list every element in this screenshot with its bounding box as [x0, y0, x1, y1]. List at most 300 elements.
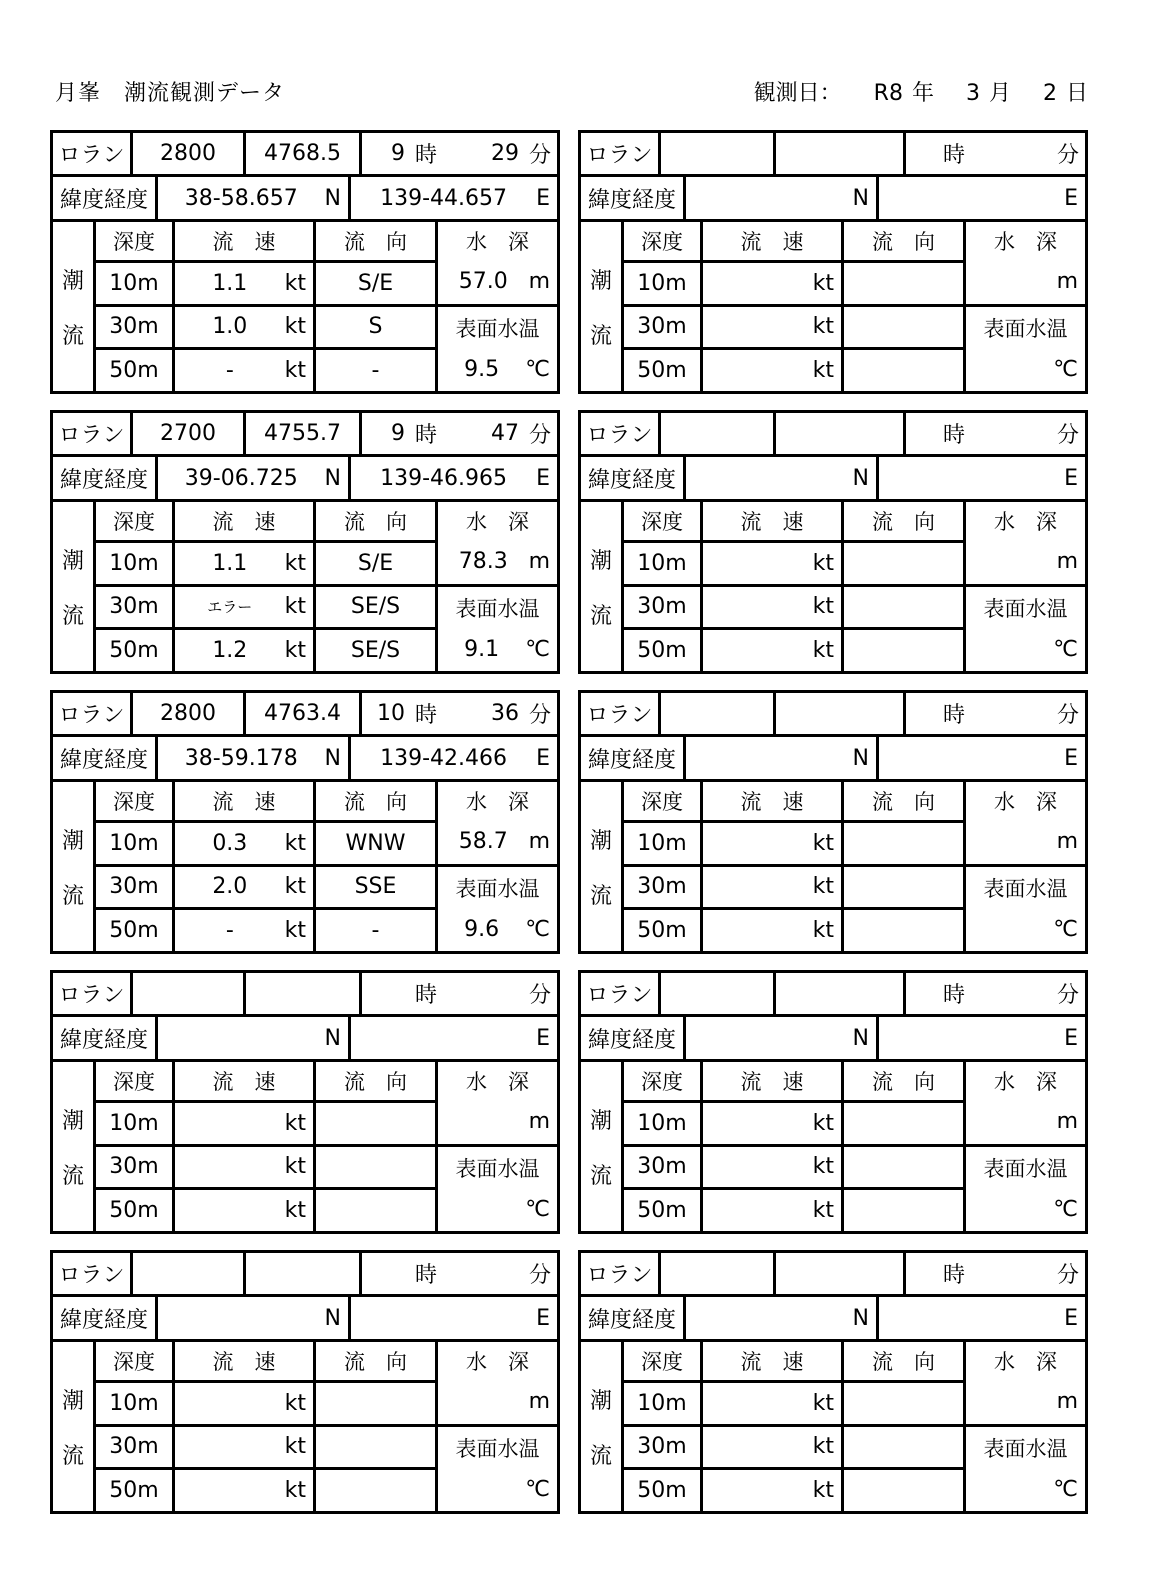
loran-value-1	[661, 693, 773, 734]
direction-value-10m	[844, 263, 963, 304]
longitude-cell	[351, 177, 557, 219]
latlon-label: 緯度経度	[581, 1297, 683, 1339]
water-depth-value-row	[438, 260, 557, 304]
tide-current-label	[581, 1062, 621, 1231]
east-label: E	[1064, 745, 1078, 771]
hour-unit-label: 時	[942, 143, 965, 168]
hour-unit-label: 時	[942, 1263, 965, 1288]
hour-unit-label: 時	[942, 983, 965, 1008]
direction-value-50m	[844, 1190, 963, 1231]
depth-label-50m: 50m	[96, 630, 172, 671]
loran-label: ロラン	[581, 133, 658, 174]
latitude-value: 38-58.657	[184, 185, 298, 211]
tide-char-2: 流	[61, 323, 84, 349]
minute-unit-label: 分	[1056, 983, 1079, 1008]
hour-unit-label: 時	[942, 423, 965, 448]
water-depth-cell	[966, 502, 1085, 584]
loran-value-1: 2800	[133, 133, 243, 174]
depth-label-50m: 50m	[624, 910, 700, 951]
speed-cell-30m	[175, 307, 313, 348]
date-month-value: 3	[965, 81, 980, 106]
latlon-label: 緯度経度	[53, 737, 155, 779]
knots-unit-label: kt	[812, 830, 834, 856]
water-depth-value-row	[438, 1100, 557, 1144]
tide-current-label	[581, 502, 621, 671]
tide-char-1: 潮	[61, 828, 84, 854]
water-depth-header: 水 深	[994, 1350, 1057, 1374]
latitude-cell	[158, 737, 348, 779]
speed-value: エラー	[207, 598, 253, 617]
tide-current-label	[581, 222, 621, 391]
knots-unit-label: kt	[284, 1154, 306, 1180]
depth-label-50m: 50m	[96, 910, 172, 951]
north-label: N	[324, 465, 341, 491]
depth-header: 深度	[624, 222, 700, 260]
direction-header: 流 向	[844, 782, 963, 820]
surface-temp-value-row	[966, 1189, 1085, 1231]
meter-unit-label: m	[1056, 1389, 1078, 1415]
tide-char-2: 流	[61, 883, 84, 909]
direction-header: 流 向	[844, 222, 963, 260]
station-table	[578, 410, 1088, 674]
latlon-label: 緯度経度	[53, 1017, 155, 1059]
loran-value-2	[776, 413, 903, 454]
latlon-label: 緯度経度	[53, 457, 155, 499]
surface-temp-cell	[438, 1147, 557, 1231]
direction-value-10m: S/E	[316, 263, 435, 304]
depth-header: 深度	[96, 502, 172, 540]
depth-header: 深度	[624, 502, 700, 540]
tide-current-grid	[581, 1062, 1085, 1231]
time-cell	[906, 1253, 1085, 1294]
speed-cell-50m	[175, 630, 313, 671]
surface-temp-label: 表面水温	[455, 1436, 540, 1461]
surface-temp-value-row	[966, 909, 1085, 951]
depth-label-10m: 10m	[624, 1383, 700, 1424]
latlon-label: 緯度経度	[53, 177, 155, 219]
speed-value: 1.1	[212, 550, 248, 576]
latlon-row	[581, 1297, 1085, 1339]
station-table	[578, 130, 1088, 394]
minute-unit-label: 分	[1056, 703, 1079, 728]
longitude-cell	[351, 457, 557, 499]
speed-cell-30m	[175, 1147, 313, 1188]
speed-cell-10m	[175, 823, 313, 864]
knots-unit-label: kt	[284, 1434, 306, 1460]
hour-unit-label: 時	[414, 1263, 437, 1288]
date-month-suffix: 月	[988, 81, 1011, 106]
depth-header: 深度	[96, 1062, 172, 1100]
knots-unit-label: kt	[812, 1478, 834, 1504]
latlon-label: 緯度経度	[581, 737, 683, 779]
direction-value-50m	[844, 350, 963, 391]
direction-value-50m	[844, 910, 963, 951]
knots-unit-label: kt	[812, 270, 834, 296]
depth-header: 深度	[624, 1342, 700, 1380]
direction-value-10m: S/E	[316, 543, 435, 584]
direction-value-50m: -	[316, 350, 435, 391]
surface-temp-value-row	[966, 1469, 1085, 1511]
longitude-cell	[879, 457, 1085, 499]
minute-unit-label: 分	[1056, 423, 1079, 448]
surface-temp-value-row	[438, 629, 557, 671]
loran-label: ロラン	[581, 973, 658, 1014]
knots-unit-label: kt	[284, 314, 306, 340]
water-depth-header: 水 深	[994, 510, 1057, 534]
depth-header: 深度	[96, 1342, 172, 1380]
surface-temp-label: 表面水温	[455, 596, 540, 621]
longitude-cell	[351, 737, 557, 779]
speed-cell-50m	[175, 1470, 313, 1511]
loran-value-1	[133, 1253, 243, 1294]
surface-temp-label: 表面水温	[983, 316, 1068, 341]
tide-current-label	[53, 1062, 93, 1231]
minute-unit-label: 分	[528, 1263, 551, 1288]
speed-header: 流 速	[175, 502, 313, 540]
water-depth-cell	[438, 222, 557, 304]
speed-header: 流 速	[175, 1342, 313, 1380]
surface-temp-value-row	[966, 349, 1085, 391]
knots-unit-label: kt	[284, 918, 306, 944]
loran-value-1	[661, 973, 773, 1014]
knots-unit-label: kt	[812, 594, 834, 620]
loran-value-1: 2800	[133, 693, 243, 734]
latlon-row	[581, 1017, 1085, 1059]
time-cell	[906, 133, 1085, 174]
longitude-cell	[879, 177, 1085, 219]
longitude-value: 139-42.466	[380, 745, 507, 771]
water-depth-cell	[966, 222, 1085, 304]
water-depth-value-row	[438, 1380, 557, 1424]
east-label: E	[536, 1305, 550, 1331]
celsius-unit-label: ℃	[1053, 1477, 1078, 1503]
depth-label-50m: 50m	[624, 630, 700, 671]
tide-current-label	[581, 1342, 621, 1511]
direction-value-50m: -	[316, 910, 435, 951]
latlon-row	[53, 177, 557, 219]
depth-label-10m: 10m	[624, 543, 700, 584]
north-label: N	[324, 745, 341, 771]
direction-value-10m	[316, 1383, 435, 1424]
minute-unit-label: 分	[528, 983, 551, 1008]
water-depth-header: 水 深	[994, 1070, 1057, 1094]
latitude-value: 39-06.725	[184, 465, 298, 491]
loran-label: ロラン	[53, 133, 130, 174]
water-depth-header: 水 深	[994, 790, 1057, 814]
hour-unit-label: 時	[414, 423, 437, 448]
water-depth-header: 水 深	[466, 790, 529, 814]
latlon-label: 緯度経度	[581, 177, 683, 219]
minute-value: 36	[490, 701, 519, 726]
loran-label: ロラン	[53, 693, 130, 734]
speed-value: -	[225, 358, 234, 384]
meter-unit-label: m	[528, 549, 550, 575]
east-label: E	[1064, 1025, 1078, 1051]
surface-temp-value-row	[438, 349, 557, 391]
surface-temp-value: 9.5	[464, 357, 500, 383]
speed-header: 流 速	[703, 1342, 841, 1380]
direction-value-30m	[316, 1147, 435, 1188]
celsius-unit-label: ℃	[1053, 1197, 1078, 1223]
north-label: N	[852, 465, 869, 491]
speed-header: 流 速	[175, 222, 313, 260]
surface-temp-label: 表面水温	[455, 316, 540, 341]
direction-value-10m	[844, 1103, 963, 1144]
minute-value: 29	[490, 141, 519, 166]
tide-current-label	[53, 782, 93, 951]
water-depth-header: 水 深	[466, 230, 529, 254]
east-label: E	[536, 1025, 550, 1051]
loran-label: ロラン	[581, 693, 658, 734]
speed-cell-30m	[703, 1427, 841, 1468]
latitude-cell	[686, 457, 876, 499]
speed-value: 1.2	[212, 638, 248, 664]
depth-label-10m: 10m	[96, 1383, 172, 1424]
speed-cell-10m	[175, 1383, 313, 1424]
water-depth-header: 水 深	[994, 230, 1057, 254]
latlon-label: 緯度経度	[581, 1017, 683, 1059]
meter-unit-label: m	[1056, 1109, 1078, 1135]
longitude-value: 139-46.965	[380, 465, 507, 491]
speed-cell-10m	[175, 543, 313, 584]
latitude-cell	[686, 177, 876, 219]
direction-value-30m	[844, 1427, 963, 1468]
speed-cell-50m	[175, 350, 313, 391]
knots-unit-label: kt	[284, 270, 306, 296]
surface-temp-label: 表面水温	[983, 1436, 1068, 1461]
depth-label-10m: 10m	[96, 823, 172, 864]
loran-value-1	[133, 973, 243, 1014]
surface-temp-label: 表面水温	[455, 1156, 540, 1181]
loran-value-2	[776, 1253, 903, 1294]
minute-unit-label: 分	[1056, 1263, 1079, 1288]
tide-current-label	[581, 782, 621, 951]
north-label: N	[324, 1305, 341, 1331]
knots-unit-label: kt	[812, 1110, 834, 1136]
speed-cell-10m	[703, 263, 841, 304]
loran-value-2	[776, 133, 903, 174]
speed-header: 流 速	[703, 222, 841, 260]
loran-value-1: 2700	[133, 413, 243, 454]
longitude-cell	[351, 1017, 557, 1059]
knots-unit-label: kt	[284, 1198, 306, 1224]
water-depth-value: 78.3	[458, 549, 508, 575]
latitude-value: 38-59.178	[184, 745, 298, 771]
surface-temp-label: 表面水温	[983, 876, 1068, 901]
celsius-unit-label: ℃	[525, 637, 550, 663]
tide-char-1: 潮	[589, 548, 612, 574]
north-label: N	[852, 745, 869, 771]
water-depth-value: 57.0	[458, 269, 508, 295]
tide-char-2: 流	[589, 323, 612, 349]
tide-current-grid	[53, 782, 557, 951]
tide-current-grid	[53, 1342, 557, 1511]
latitude-cell	[158, 1297, 348, 1339]
tide-char-1: 潮	[589, 1388, 612, 1414]
speed-value: -	[225, 918, 234, 944]
time-cell	[362, 1253, 557, 1294]
time-cell	[362, 973, 557, 1014]
tide-current-grid	[581, 782, 1085, 951]
depth-label-30m: 30m	[96, 587, 172, 628]
latlon-label: 緯度経度	[53, 1297, 155, 1339]
loran-row	[53, 413, 557, 454]
knots-unit-label: kt	[812, 1154, 834, 1180]
speed-cell-10m	[703, 543, 841, 584]
latlon-row	[53, 1017, 557, 1059]
hour-value: 10	[376, 701, 405, 726]
latlon-label: 緯度経度	[581, 457, 683, 499]
speed-value: 1.0	[212, 314, 248, 340]
latlon-row	[581, 177, 1085, 219]
loran-row	[581, 133, 1085, 174]
speed-cell-10m	[175, 1103, 313, 1144]
depth-label-30m: 30m	[624, 867, 700, 908]
water-depth-value-row	[438, 540, 557, 584]
direction-value-30m: SSE	[316, 867, 435, 908]
date-year-value: R8	[873, 81, 903, 106]
minute-unit-label: 分	[528, 703, 551, 728]
direction-value-50m	[844, 1470, 963, 1511]
depth-label-50m: 50m	[96, 1190, 172, 1231]
tide-char-1: 潮	[61, 1388, 84, 1414]
surface-temp-cell	[438, 1427, 557, 1511]
knots-unit-label: kt	[284, 1390, 306, 1416]
direction-value-30m	[316, 1427, 435, 1468]
celsius-unit-label: ℃	[525, 917, 550, 943]
speed-cell-30m	[175, 587, 313, 628]
knots-unit-label: kt	[812, 1434, 834, 1460]
loran-label: ロラン	[53, 973, 130, 1014]
loran-value-1	[661, 413, 773, 454]
minute-unit-label: 分	[1056, 143, 1079, 168]
surface-temp-cell	[966, 1147, 1085, 1231]
depth-label-30m: 30m	[624, 307, 700, 348]
loran-row	[53, 133, 557, 174]
east-label: E	[536, 465, 550, 491]
knots-unit-label: kt	[812, 314, 834, 340]
knots-unit-label: kt	[812, 358, 834, 384]
north-label: N	[324, 185, 341, 211]
direction-header: 流 向	[316, 502, 435, 540]
loran-value-2: 4768.5	[246, 133, 359, 174]
celsius-unit-label: ℃	[1053, 917, 1078, 943]
direction-header: 流 向	[316, 1062, 435, 1100]
hour-unit-label: 時	[414, 703, 437, 728]
speed-cell-30m	[703, 1147, 841, 1188]
meter-unit-label: m	[528, 1389, 550, 1415]
celsius-unit-label: ℃	[1053, 637, 1078, 663]
loran-label: ロラン	[581, 1253, 658, 1294]
direction-header: 流 向	[844, 502, 963, 540]
knots-unit-label: kt	[812, 550, 834, 576]
observation-date	[754, 76, 1088, 107]
tide-char-1: 潮	[61, 548, 84, 574]
depth-header: 深度	[624, 1062, 700, 1100]
water-depth-value-row	[438, 820, 557, 864]
tide-char-1: 潮	[589, 1108, 612, 1134]
latlon-row	[53, 737, 557, 779]
speed-cell-30m	[703, 867, 841, 908]
station-table	[50, 690, 560, 954]
celsius-unit-label: ℃	[525, 1197, 550, 1223]
tide-char-1: 潮	[61, 1108, 84, 1134]
north-label: N	[324, 1025, 341, 1051]
time-cell	[362, 133, 557, 174]
station-table	[50, 970, 560, 1234]
surface-temp-value-row	[438, 1469, 557, 1511]
knots-unit-label: kt	[284, 638, 306, 664]
loran-row	[581, 973, 1085, 1014]
water-depth-cell	[966, 1342, 1085, 1424]
minute-value: 47	[490, 421, 519, 446]
knots-unit-label: kt	[812, 874, 834, 900]
direction-header: 流 向	[316, 782, 435, 820]
loran-value-1	[661, 1253, 773, 1294]
speed-value: 0.3	[212, 830, 248, 856]
surface-temp-label: 表面水温	[983, 596, 1068, 621]
east-label: E	[536, 745, 550, 771]
depth-label-30m: 30m	[624, 587, 700, 628]
tide-char-2: 流	[589, 1443, 612, 1469]
depth-label-30m: 30m	[624, 1147, 700, 1188]
tide-char-2: 流	[61, 603, 84, 629]
depth-label-10m: 10m	[96, 1103, 172, 1144]
knots-unit-label: kt	[284, 550, 306, 576]
loran-row	[53, 1253, 557, 1294]
direction-value-10m: WNW	[316, 823, 435, 864]
speed-header: 流 速	[703, 782, 841, 820]
direction-header: 流 向	[316, 222, 435, 260]
tide-current-label	[53, 1342, 93, 1511]
loran-value-2: 4763.4	[246, 693, 359, 734]
speed-cell-50m	[703, 1190, 841, 1231]
station-table	[578, 970, 1088, 1234]
water-depth-cell	[438, 782, 557, 864]
latitude-cell	[158, 177, 348, 219]
meter-unit-label: m	[528, 269, 550, 295]
depth-label-50m: 50m	[96, 1470, 172, 1511]
knots-unit-label: kt	[284, 1110, 306, 1136]
surface-temp-value-row	[438, 1189, 557, 1231]
direction-header: 流 向	[844, 1062, 963, 1100]
minute-unit-label: 分	[528, 423, 551, 448]
tide-char-2: 流	[589, 1163, 612, 1189]
depth-label-10m: 10m	[96, 263, 172, 304]
knots-unit-label: kt	[284, 830, 306, 856]
direction-value-10m	[844, 543, 963, 584]
speed-cell-50m	[703, 910, 841, 951]
longitude-cell	[351, 1297, 557, 1339]
depth-label-50m: 50m	[96, 350, 172, 391]
loran-label: ロラン	[581, 413, 658, 454]
surface-temp-value-row	[966, 629, 1085, 671]
longitude-cell	[879, 1297, 1085, 1339]
direction-value-30m	[844, 587, 963, 628]
speed-header: 流 速	[703, 1062, 841, 1100]
tide-char-1: 潮	[589, 828, 612, 854]
water-depth-cell	[966, 782, 1085, 864]
date-day-suffix: 日	[1065, 81, 1088, 106]
direction-header: 流 向	[316, 1342, 435, 1380]
speed-cell-50m	[703, 350, 841, 391]
loran-row	[581, 1253, 1085, 1294]
time-cell	[906, 693, 1085, 734]
station-table	[50, 410, 560, 674]
loran-value-2: 4755.7	[246, 413, 359, 454]
surface-temp-cell	[438, 307, 557, 391]
latitude-cell	[158, 1017, 348, 1059]
